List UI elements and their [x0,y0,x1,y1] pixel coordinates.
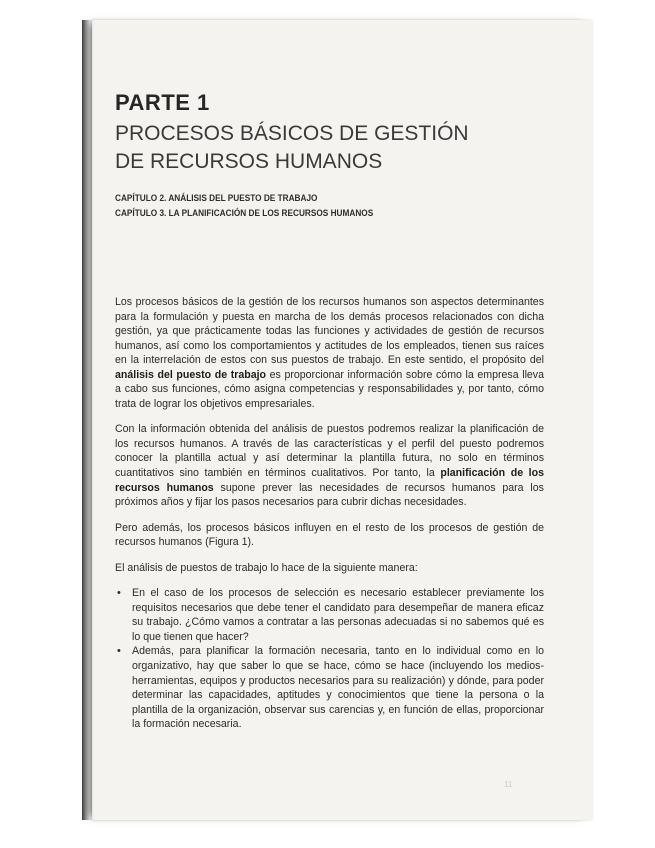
body-text [115,295,544,732]
part-title [115,120,575,176]
part-title-line1: PROCESOS BÁSICOS DE GESTIÓN [115,122,469,145]
paragraph-influence: Pero además, los procesos básicos influyen en el resto de los procesos de gestión de recursos humanos (Figura 1). [115,521,544,549]
paragraph-intro [115,295,544,411]
part-title-line2: DE RECURSOS HUMANOS [115,150,383,173]
book-page [92,20,592,820]
page-number: 11 [504,780,513,789]
chapter-list [115,191,575,221]
bullet-item: • En el caso de los procesos de selección es necesario establecer previamente los requisitos necesarios que debe tener el candidato para desempeñar de manera eficaz su trabajo. ¿Cómo vamos a contratar a las personas adecuadas si no sabemos qué es lo que tienen que hacer? [115,586,544,644]
chapter-item: CAPÍTULO 2. ANÁLISIS DEL PUESTO DE TRABAJO [115,193,318,204]
bullet-list [115,586,544,731]
paragraph-intro-text-a: Los procesos básicos de la gestión de los recursos humanos son aspectos determinantes para la formulación y puesta en marcha de los demás procesos relacionados con dicha gestión, ya que prácticamente todas las funciones y actividades de gestión de recursos humanos, así como los comportamientos y actitudes de los empleados, tienen sus raíces en la interrelación de estos con sus puestos de trabajo. En este sentido, el propósito del [115,296,544,367]
paragraph-planning-text-a: Con la información obtenida del análisis de puestos podremos realizar la planificación de los recursos humanos. A través de las características y el perfil del puesto podremos conocer la plantilla actual y así determinar la plantilla futura, no solo en términos cuantitativos sino también en términos cualitativos. Por tanto, la [115,423,544,480]
paragraph-intro-text-b: es proporcionar información sobre cómo la empresa lleva a cabo sus funciones, cómo asigna competencias y responsabilidades y, por tanto, cómo trata de lograr los objetivos empresariales. [115,368,544,410]
bullet-item: • Además, para planificar la formación necesaria, tanto en lo individual como en lo organizativo, hay que saber lo que se hace, cómo se hace (incluyendo los medios-herramientas, equipos y productos necesarios para su realización) y dónde, para poder determinar las capacidades, aptitudes y conocimientos que tiene la persona o la plantilla de la organización, observar sus carencias y, en función de ellas, proporcionar la formación necesaria. [115,644,544,731]
paragraph-planning [115,422,544,509]
term-planificacion: planificación de los recursos humanos [115,467,544,494]
part-label: PARTE 1 [115,90,210,115]
chapter-item: CAPÍTULO 3. LA PLANIFICACIÓN DE LOS RECURSOS HUMANOS [115,208,374,219]
term-analisis-puesto: análisis del puesto de trabajo [115,368,267,381]
paragraph-bullets-intro: El análisis de puestos de trabajo lo hace de la siguiente manera: [115,561,418,574]
paragraph-planning-text-b: supone prever las necesidades de recursos humanos para los próximos años y fijar los pasos necesarios para cubrir dichas necesidades. [115,481,544,509]
